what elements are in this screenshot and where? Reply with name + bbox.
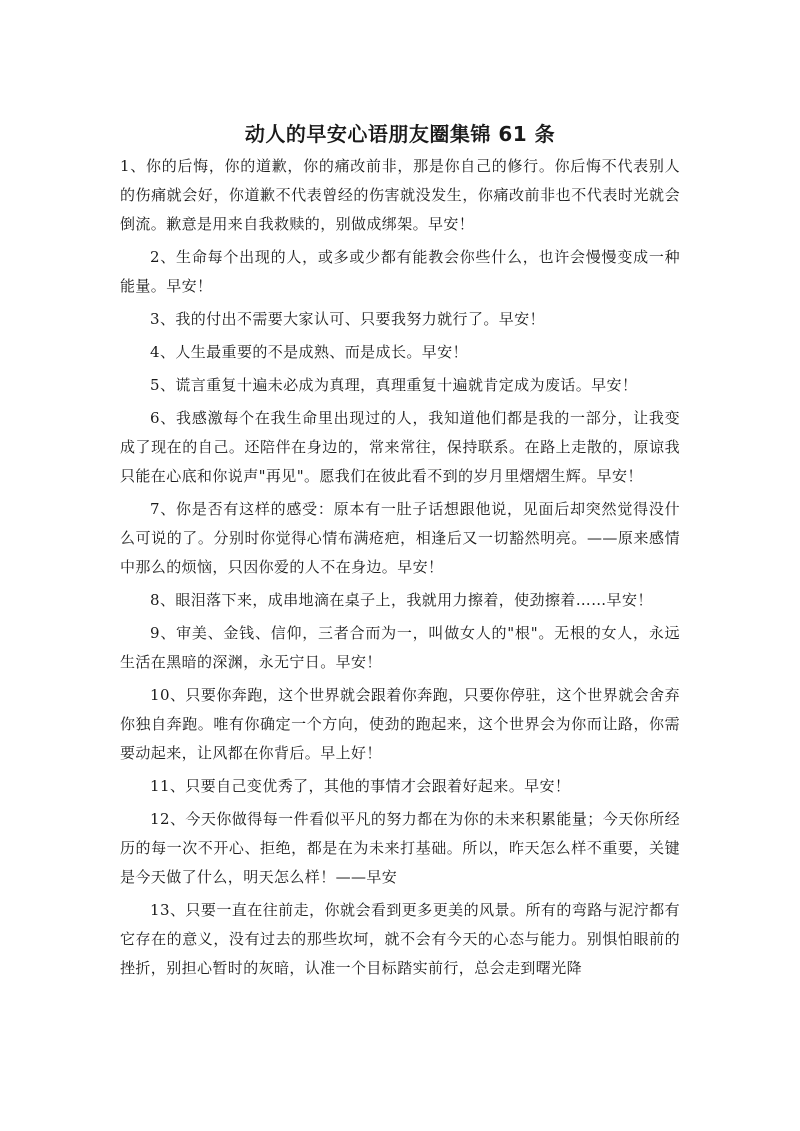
paragraph-7: 7、你是否有这样的感受：原本有一肚子话想跟他说，见面后却突然觉得没什么可说的了。分别时你觉得心情布满疮疤，相逢后又一切豁然明亮。——原来感情中那么的烦恼，只因你爱的人不在身边。早安！ [120, 500, 680, 576]
document-title: 动人的早安心语朋友圈集锦 61 条 [244, 122, 556, 146]
paragraph-9: 9、审美、金钱、信仰，三者合而为一，叫做女人的"根"。无根的女人，永远生活在黑暗的深渊，永无宁日。早安！ [120, 624, 680, 671]
paragraph-11: 11、只要自己变优秀了，其他的事情才会跟着好起来。早安！ [150, 777, 571, 795]
paragraph-8: 8、眼泪落下来，成串地滴在桌子上，我就用力擦着，使劲擦着……早安！ [150, 591, 653, 609]
paragraph-10: 10、只要你奔跑，这个世界就会跟着你奔跑，只要你停驻，这个世界就会舍弃你独自奔跑。唯有你确定一个方向，使劲的跑起来，这个世界会为你而让路，你需要动起来，让风都在你背后。早上好！ [120, 686, 680, 762]
paragraph-13: 13、只要一直在往前走，你就会看到更多更美的风景。所有的弯路与泥泞都有它存在的意义，没有过去的那些坎坷，就不会有今天的心态与能力。别惧怕眼前的挫折，别担心暂时的灰暗，认准一个目标踏实前行，总会走到曙光降 [120, 901, 680, 977]
paragraph-1: 1、你的后悔，你的道歉，你的痛改前非，那是你自己的修行。你后悔不代表别人的伤痛就会好，你道歉不代表曾经的伤害就没发生，你痛改前非也不代表时光就会倒流。歉意是用来自我救赎的，别做成绑架。早安！ [120, 157, 680, 233]
paragraph-4: 4、人生最重要的不是成熟、而是成长。早安！ [150, 343, 468, 361]
paragraph-6: 6、我感激每个在我生命里出现过的人，我知道他们都是我的一部分，让我变成了现在的自己。还陪伴在身边的，常来常往，保持联系。在路上走散的，原谅我只能在心底和你说声"再见"。愿我们在彼此看不到的岁月里熠熠生辉。早安！ [120, 409, 680, 485]
paragraph-12: 12、今天你做得每一件看似平凡的努力都在为你的未来积累能量；今天你所经历的每一次不开心、拒绝，都是在为未来打基础。所以，昨天怎么样不重要，关键是今天做了什么，明天怎么样！——早安 [120, 810, 680, 886]
document-page [120, 118, 680, 987]
paragraph-2: 2、生命每个出现的人，或多或少都有能教会你些什么，也许会慢慢变成一种能量。早安！ [120, 248, 680, 295]
paragraph-3: 3、我的付出不需要大家认可、只要我努力就行了。早安！ [150, 310, 545, 328]
paragraph-5: 5、谎言重复十遍未必成为真理，真理重复十遍就肯定成为废话。早安！ [150, 376, 638, 394]
